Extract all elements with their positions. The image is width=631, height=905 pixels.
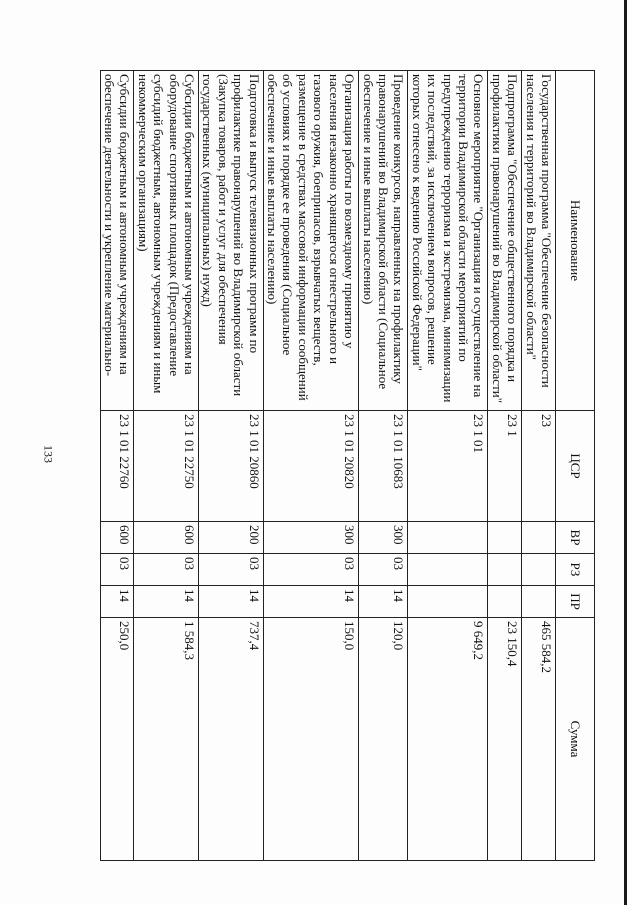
cell-csr: 23 1 01 22750 [134,411,199,522]
header-rz: РЗ [556,554,595,586]
cell-pr: 14 [199,586,264,618]
table-row [100,71,134,861]
cell-pr [522,586,556,618]
cell-sum: 1 584,3 [134,618,199,861]
cell-pr [408,586,488,618]
cell-name: Подготовка и выпуск телевизионных программ по профилактике правонарушений во Владимирской области (Закупка товаров, работ и услуг для обеспечения государственных (муниципальных) нужд) [199,71,264,411]
cell-csr: 23 1 [488,411,522,522]
cell-name: Основное мероприятие "Организация и осуществление на территории Владимирской области мероприятий по предупреждению терроризма и экстремизма, минимизации их последствий, за исключением вопросов, решение которых отнесено к ведению Российской Федерации" [408,71,488,411]
cell-vr: 200 [199,522,264,554]
header-sum: Сумма [556,618,595,861]
cell-name: Проведение конкурсов, направленных на профилактику правонарушений во Владимирской области (Социальное обеспечение и иные выплаты населению) [359,71,408,411]
header-vr: ВР [556,522,595,554]
cell-rz [408,554,488,586]
cell-pr: 14 [263,586,358,618]
cell-vr: 300 [359,522,408,554]
cell-vr [522,522,556,554]
cell-sum: 250,0 [100,618,134,861]
cell-pr: 14 [100,586,134,618]
table-row [134,71,199,861]
table-row [263,71,358,861]
header-name: Наименование [556,71,595,411]
cell-vr [488,522,522,554]
cell-pr [488,586,522,618]
cell-sum: 23 150,4 [488,618,522,861]
cell-name: Субсидии бюджетным и автономным учреждениям на оборудование спортивных площадок (Предоставление субсидий бюджетным, автономным учреждениям и иным некоммерческим организациям) [134,71,199,411]
cell-csr: 23 [522,411,556,522]
table-row [488,71,522,861]
table-header-row [556,71,595,861]
table-row [359,71,408,861]
cell-rz: 03 [100,554,134,586]
cell-rz [522,554,556,586]
scan-edge [624,0,627,905]
header-csr: ЦСР [556,411,595,522]
cell-sum: 150,0 [263,618,358,861]
cell-vr: 600 [134,522,199,554]
cell-csr: 23 1 01 [408,411,488,522]
cell-rz [488,554,522,586]
rotated-sheet [70,70,595,860]
cell-sum: 9 649,2 [408,618,488,861]
page-number: 133 [41,445,56,463]
cell-sum: 120,0 [359,618,408,861]
cell-pr: 14 [134,586,199,618]
table-row [199,71,264,861]
cell-vr [408,522,488,554]
cell-name: Подпрограмма "Обеспечение общественного порядка и профилактики правонарушений во Владимирской области" [488,71,522,411]
cell-name: Субсидии бюджетным и автономным учреждениям на обеспечение деятельности и укрепление материально- [100,71,134,411]
table-row [522,71,556,861]
cell-csr: 23 1 01 20820 [263,411,358,522]
cell-sum: 737,4 [199,618,264,861]
cell-rz: 03 [359,554,408,586]
cell-rz: 03 [199,554,264,586]
table-row [408,71,488,861]
cell-name: Государственная программа "Обеспечение безопасности населения и территорий во Владимирской области" [522,71,556,411]
cell-vr: 600 [100,522,134,554]
cell-csr: 23 1 01 22760 [100,411,134,522]
header-pr: ПР [556,586,595,618]
cell-csr: 23 1 01 10683 [359,411,408,522]
cell-rz: 03 [134,554,199,586]
cell-name: Организация работы по возмездному принятию у населения незаконно хранящегося огнестрельного и газового оружия, боеприпасов, взрывчатых веществ, размещение в средствах массовой информации сообщений об условиях и порядке ее проведения (Социальное обеспечение и иные выплаты населению) [263,71,358,411]
budget-table [100,70,595,861]
cell-sum: 465 584,2 [522,618,556,861]
cell-rz: 03 [263,554,358,586]
cell-pr: 14 [359,586,408,618]
cell-csr: 23 1 01 20860 [199,411,264,522]
cell-vr: 300 [263,522,358,554]
